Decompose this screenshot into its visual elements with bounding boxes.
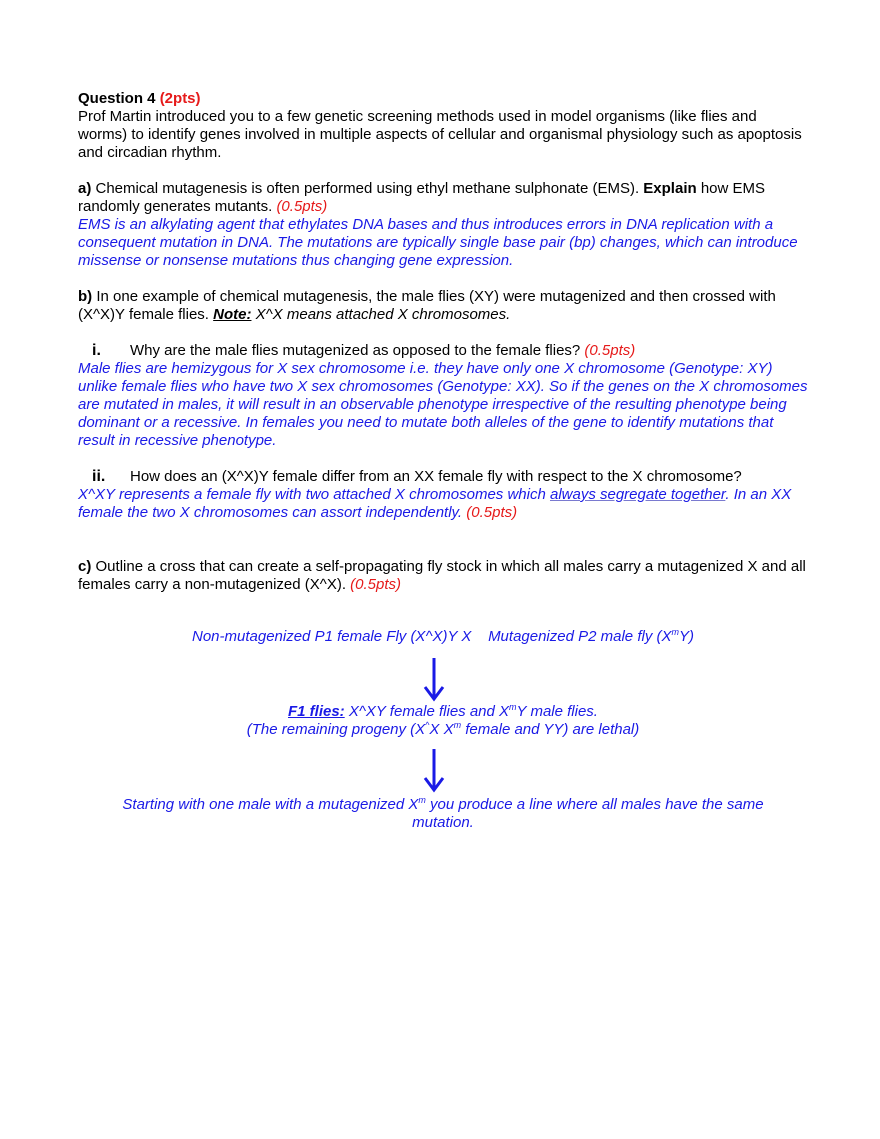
remaining-text-2: X X [429,721,454,738]
question-points: (2pts) [159,90,201,107]
part-b-ii-answer [78,486,808,522]
part-b-text: In one example of chemical mutagenesis, the male flies (XY) were mutagenized and then crossed with (X^X)Y female flies. [78,288,776,323]
final-text-2: you produce a line where all males have the same mutation. [412,796,764,831]
cross-f1 [78,703,808,739]
part-b-ii-question [78,468,808,486]
cross-conclusion [98,796,788,832]
remaining-sup-1: ^ [425,720,430,730]
numeral-i: i. [92,342,101,359]
f1-label: F1 flies: [288,703,345,720]
cross-p2-sup: m [671,627,679,637]
cross-parents [78,628,808,646]
part-b-ii-answer-underlined: always segregate together [549,486,726,503]
cross-p2: Mutagenized P2 male fly (X [488,628,672,645]
part-b-ii-answer-1: X^XY represents a female fly with two attached X chromosomes which [78,486,550,503]
numeral-ii: ii. [92,468,106,485]
question-title: Question 4 [78,90,156,107]
part-b-i-answer: Male flies are hemizygous for X sex chromosome i.e. they have only one X chromosome (Genotype: XY) unlike female flies who have two X sex chromosomes (Genotype: XX). So if the genes on the X chromosomes are mutated in males, it will result in an observable phenotype irrespective of the resulting phenotype being dominant or a recessive. In females you need to mutate both alleles of the gene to identify mutations that result in recessive phenotype. [78,360,808,449]
question-heading [78,90,808,108]
part-a-question [78,180,808,216]
question-4 [78,90,808,594]
final-text-1: Starting with one male with a mutagenized X [122,796,419,813]
part-a-points: (0.5pts) [276,198,328,215]
part-b-i-points: (0.5pts) [584,342,636,359]
part-b-note-label: Note: [213,306,252,323]
part-b-ii-points: (0.5pts) [466,504,518,521]
part-b-i-question [78,342,808,360]
part-a-text-1: Chemical mutagenesis is often performed using ethyl methane sulphonate (EMS). [91,180,644,197]
cross-p1: Non-mutagenized P1 female Fly (X^X)Y X [192,628,472,645]
remaining-sup-2: m [453,720,462,730]
part-a-answer: EMS is an alkylating agent that ethylates DNA bases and thus introduces errors in DNA replication with a consequent mutation in DNA. The mutations are typically single base pair (bp) changes, which can introduce missense or nonsense mutations thus changing gene expression. [78,216,798,269]
f1-sup: m [509,702,517,712]
down-arrow-icon-2 [423,747,445,793]
part-b-ii-text: How does an (X^X)Y female differ from an XX female fly with respect to the X chromosome? [130,468,742,485]
part-c-points: (0.5pts) [350,576,402,593]
remaining-text-1: (The remaining progeny (X [246,721,426,738]
part-b-i-text: Why are the male flies mutagenized as opposed to the female flies? [130,342,585,359]
down-arrow-icon [423,656,445,702]
final-sup: m [418,795,426,805]
part-a-explain: Explain [643,180,697,197]
part-b-label: b) [78,288,93,305]
f1-text-2: Y male flies. [516,703,598,720]
part-c-label: c) [78,558,92,575]
part-a-text-2: how EMS randomly generates mutants. [78,180,766,215]
part-b-question [78,288,808,324]
f1-text-1: X^XY female flies and X [344,703,510,720]
remaining-text-3: female and YY) are lethal) [461,721,640,738]
part-c-question [78,558,808,594]
cross-p2-end: Y) [678,628,694,645]
part-c-text: Outline a cross that can create a self-propagating fly stock in which all males carry a mutagenized X and all females carry a non-mutagenized (X^X). [78,558,806,593]
part-b-ii-answer-2: . In an XX female the two X chromosomes can assort independently. [78,486,792,521]
part-a-label: a) [78,180,92,197]
question-intro: Prof Martin introduced you to a few genetic screening methods used in model organisms (like flies and worms) to identify genes involved in multiple aspects of cellular and organismal physiology such as apoptosis and circadian rhythm. [78,108,802,161]
part-b-note-text: X^X means attached X chromosomes. [251,306,511,323]
